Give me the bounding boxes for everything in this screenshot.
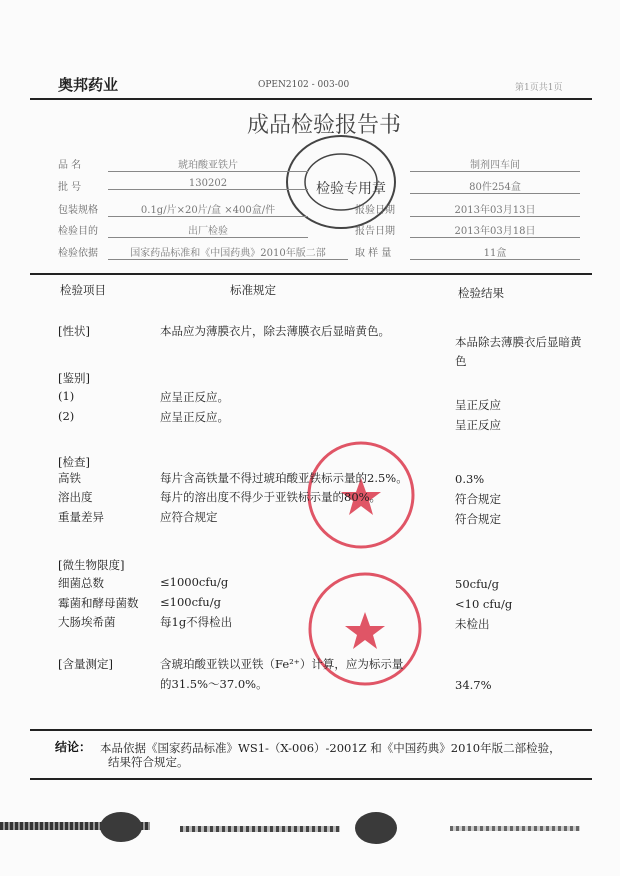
field-value: 出厂检验 — [108, 222, 308, 238]
scan-artifact — [450, 826, 580, 831]
result: 本品除去薄膜衣后显暗黄色 — [455, 335, 582, 368]
seal-text: 检验专用章 — [316, 181, 386, 197]
test-item: 霉菌和酵母菌数 — [58, 596, 139, 610]
result: 34.7% — [455, 678, 492, 692]
field-label: 报验日期 — [355, 205, 395, 216]
doc-code: OPEN2102 - 003-00 — [258, 80, 350, 90]
test-item: [微生物限度] — [58, 558, 125, 572]
page-number: 第1页共1页 — [515, 83, 563, 93]
standard: ≤1000cfu/g — [160, 575, 229, 589]
divider — [30, 98, 592, 100]
field-label: 品 名 — [58, 160, 82, 171]
field-label: 取 样 量 — [355, 248, 392, 259]
test-item: [鉴别] — [58, 371, 90, 385]
field-label: 报告日期 — [355, 226, 395, 237]
field-label: 包装规格 — [58, 205, 98, 216]
conclusion-label: 结论： — [55, 740, 92, 754]
standard: 本品应为薄膜衣片，除去薄膜衣后显暗黄色。 — [160, 324, 390, 338]
result: 未检出 — [455, 617, 490, 631]
test-item: [性状] — [58, 324, 90, 338]
test-item: (2) — [58, 409, 75, 423]
field-value: 11盒 — [410, 244, 580, 260]
scan-artifact — [180, 826, 340, 832]
col-header-item: 检验项目 — [60, 283, 106, 297]
field-label: 批 号 — [58, 182, 82, 193]
conclusion-text: 本品依据《国家药品标准》WS1-（X-006）-2001Z 和《中国药典》2010年版二部检验， — [100, 741, 561, 755]
test-item: 大肠埃希菌 — [58, 615, 116, 629]
test-item: (1) — [58, 389, 75, 403]
field-value: 130202 — [108, 178, 308, 190]
standard: 每1g不得检出 — [160, 615, 233, 629]
standard: 每片含高铁量不得过琥珀酸亚铁标示量的2.5%。 — [160, 471, 408, 485]
field-value: 0.1g/片×20片/盒 ×400盒/件 — [108, 201, 308, 217]
col-header-result: 检验结果 — [458, 286, 504, 300]
col-header-standard: 标准规定 — [230, 283, 276, 297]
field-value: 国家药品标准和《中国药典》2010年版二部 — [108, 244, 348, 260]
test-item: 溶出度 — [58, 490, 93, 504]
result: 呈正反应 — [455, 418, 501, 432]
standard: 应呈正反应。 — [160, 410, 229, 424]
result: 符合规定 — [455, 492, 501, 506]
standard: 的31.5%～37.0%。 — [160, 677, 268, 691]
page-title: 成品检验报告书 — [247, 113, 402, 138]
field-value: 琥珀酸亚铁片 — [108, 156, 308, 172]
result: 0.3% — [455, 472, 485, 486]
result: 符合规定 — [455, 512, 501, 526]
field-label: 检验目的 — [58, 226, 98, 237]
standard: 含琥珀酸亚铁以亚铁（Fe²⁺）计算，应为标示量 — [160, 657, 404, 671]
divider — [30, 273, 592, 275]
result: <10 cfu/g — [455, 597, 513, 611]
field-label: 检验依据 — [58, 248, 98, 259]
field-value: 80件254盒 — [410, 178, 580, 194]
divider — [30, 729, 592, 731]
divider — [30, 778, 592, 780]
result: 呈正反应 — [455, 398, 501, 412]
company-name: 奥邦药业 — [58, 76, 119, 94]
test-item: [含量测定] — [58, 657, 113, 671]
standard: 应符合规定 — [160, 510, 218, 524]
standard: ≤100cfu/g — [160, 595, 221, 609]
field-value: 2013年03月13日 — [410, 201, 580, 217]
result: 50cfu/g — [455, 577, 499, 591]
field-value: 2013年03月18日 — [410, 222, 580, 238]
field-value: 制剂四车间 — [410, 156, 580, 172]
standard: 应呈正反应。 — [160, 390, 229, 404]
test-item: 重量差异 — [58, 510, 104, 524]
conclusion-text-2: 结果符合规定。 — [108, 755, 189, 769]
standard: 每片的溶出度不得少于亚铁标示量的80%。 — [160, 490, 382, 504]
test-item: 细菌总数 — [58, 576, 104, 590]
test-item: [检查] — [58, 455, 90, 469]
ink-blot — [100, 812, 142, 842]
ink-blot — [355, 812, 397, 844]
test-item: 高铁 — [58, 471, 81, 485]
